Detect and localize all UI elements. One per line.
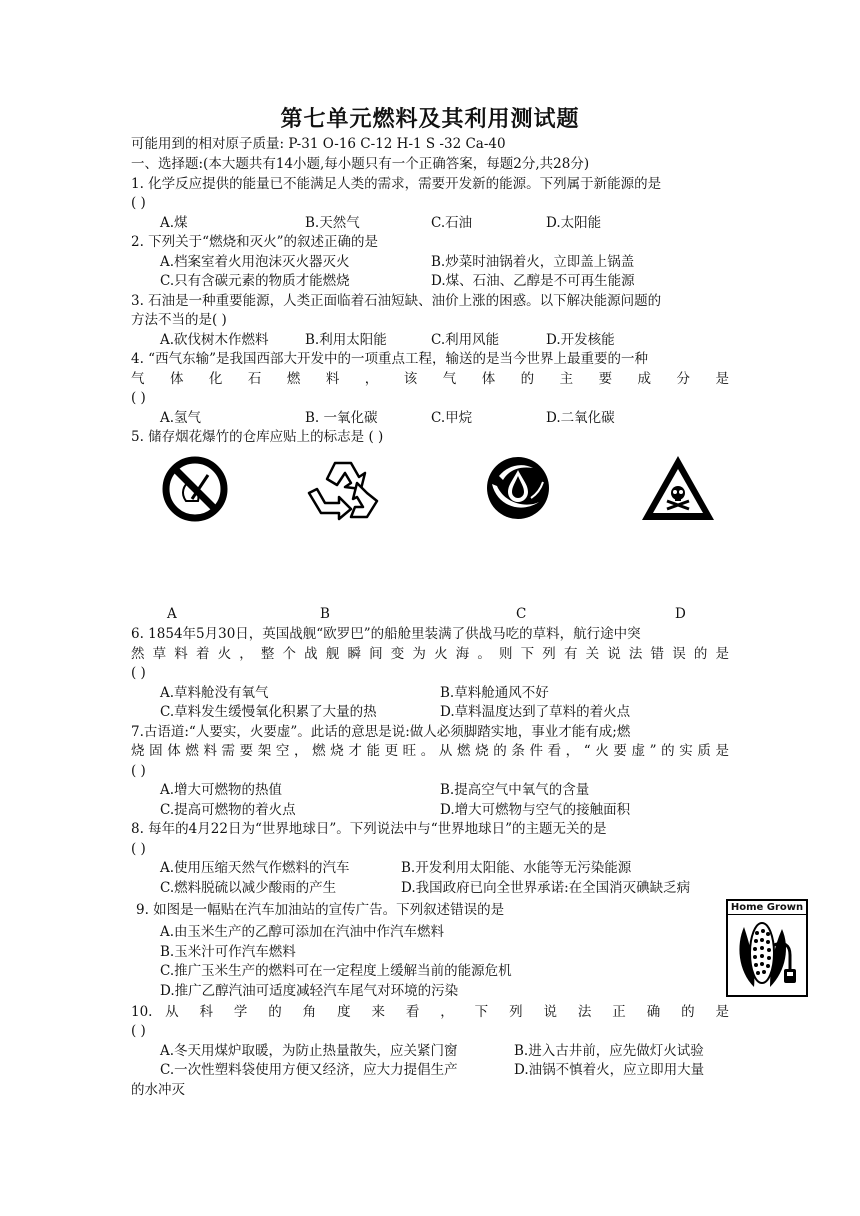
q7-paren: ( ) [131, 763, 146, 779]
q10-option-b: B.进入古井前，应先做灯火试验 [514, 1043, 704, 1059]
q4-option-b: B. 一氧化碳 [305, 410, 378, 426]
q7-stem-line2: 烧固体燃料需要架空，燃烧才能更旺。从燃烧的条件看，“火要虚”的实质是 [131, 743, 729, 759]
poster-caption: Home Grown [728, 902, 806, 915]
q8-stem: 8. 每年的4月22日为“世界地球日”。下列说法中与“世界地球日”的主题无关的是 [131, 821, 607, 837]
q1-paren: ( ) [131, 195, 146, 211]
q1-option-c: C.石油 [431, 215, 473, 231]
q8-option-a: A.使用压缩天然气作燃料的汽车 [160, 860, 350, 876]
q10-paren: ( ) [131, 1023, 146, 1039]
q1-stem: 1. 化学反应提供的能量已不能满足人类的需求，需要开发新的能源。下列属于新能源的是 [131, 176, 662, 192]
q4-stem: 4. “西气东输”是我国西部大开发中的一项重点工程，输送的是当今世界上最重要的一种 [131, 351, 648, 367]
q5-label-a: A [167, 606, 177, 622]
q10-option-a: A.冬天用煤炉取暖，为防止热量散失，应关紧门窗 [160, 1043, 458, 1059]
q6-option-d: D.草料温度达到了草料的着火点 [440, 704, 631, 720]
q4-option-d: D.二氧化碳 [546, 410, 615, 426]
q5-stem: 5. 储存烟花爆竹的仓库应贴上的标志是 ( ) [131, 429, 384, 445]
q2-option-c: C.只有含碳元素的物质才能燃烧 [160, 273, 350, 289]
q9-option-a: A.由玉米生产的乙醇可添加在汽油中作汽车燃料 [160, 924, 445, 940]
q3-option-b: B.利用太阳能 [305, 332, 387, 348]
q6-stem: 6. 1854年5月30日，英国战舰“欧罗巴”的船舱里装满了供战马吃的草料，航行途中突 [131, 626, 641, 642]
q6-option-b: B.草料舱通风不好 [440, 685, 549, 701]
water-saving-sign-icon [483, 454, 553, 522]
corn-pump-icon [728, 915, 806, 995]
q2-option-b: B.炒菜时油锅着火，立即盖上锅盖 [431, 254, 635, 270]
q8-paren: ( ) [131, 841, 146, 857]
q9-option-b: B.玉米汁可作汽车燃料 [160, 944, 296, 960]
q9-stem: 9. 如图是一幅贴在汽车加油站的宣传广告。下列叙述错误的是 [136, 902, 505, 918]
q6-option-a: A.草料舱没有氧气 [160, 685, 269, 701]
q1-option-b: B.天然气 [305, 215, 360, 231]
no-fire-sign-icon [158, 455, 232, 523]
section-header: 一、选择题:(本大题共有14小题,每小题只有一个正确答案，每题2分,共28分) [131, 156, 590, 172]
q7-stem: 7.古语道:“人要实，火要虚”。此话的意思是说:做人必须脚踏实地，事业才能有成;燃 [131, 724, 631, 740]
q4-paren: ( ) [131, 390, 146, 406]
q10-option-d-cont: 的水冲灭 [131, 1082, 185, 1098]
page-title: 第七单元燃料及其利用测试题 [280, 106, 580, 132]
q2-option-d: D.煤、石油、乙醇是不可再生能源 [431, 273, 635, 289]
corn-fuel-poster [726, 899, 808, 997]
q3-option-d: D.开发核能 [546, 332, 615, 348]
q5-label-d: D [675, 606, 686, 622]
q10-option-c: C.一次性塑料袋使用方便又经济，应大力提倡生产 [160, 1062, 458, 1078]
recycle-sign-icon [305, 457, 381, 523]
toxic-sign-icon [640, 453, 716, 523]
q5-label-b: B [320, 606, 330, 622]
q10-option-d: D.油锅不慎着火，应立即用大量 [514, 1062, 705, 1078]
q6-stem-line2: 然 草 料 着 火 ， 整 个 战 舰 瞬 间 变 为 火 海 。 则 下 列 有 关 说 法 错 误 的 是 [131, 646, 729, 662]
q2-option-a: A.档案室着火用泡沫灭火器灭火 [160, 254, 350, 270]
q4-option-a: A.氢气 [160, 410, 202, 426]
q1-option-a: A.煤 [160, 215, 188, 231]
q4-stem-line2: 气 体 化 石 燃 料 ， 该 气 体 的 主 要 成 分 是 [131, 371, 729, 387]
q7-option-b: B.提高空气中氧气的含量 [440, 782, 590, 798]
q1-option-d: D.太阳能 [546, 215, 602, 231]
q9-option-d: D.推广乙醇汽油可适度减轻汽车尾气对环境的污染 [160, 983, 459, 999]
q2-stem: 2. 下列关于“燃烧和灭火”的叙述正确的是 [131, 234, 378, 250]
q9-option-c: C.推广玉米生产的燃料可在一定程度上缓解当前的能源危机 [160, 963, 512, 979]
q6-option-c: C.草料发生缓慢氧化积累了大量的热 [160, 704, 377, 720]
q7-option-d: D.增大可燃物与空气的接触面积 [440, 802, 631, 818]
q8-option-c: C.燃料脱硫以减少酸雨的产生 [160, 880, 337, 896]
q5-label-c: C [516, 606, 527, 622]
q10-stem: 10. 从 科 学 的 角 度 来 看 ， 下 列 说 法 正 确 的 是 [131, 1004, 729, 1020]
q8-option-b: B.开发利用太阳能、水能等无污染能源 [401, 860, 632, 876]
q3-stem: 3. 石油是一种重要能源，人类正面临着石油短缺、油价上涨的困惑。以下解决能源问题的 [131, 293, 662, 309]
q3-option-c: C.利用风能 [431, 332, 500, 348]
q7-option-c: C.提高可燃物的着火点 [160, 802, 296, 818]
q3-stem-line2: 方法不当的是( ) [131, 312, 227, 328]
q7-option-a: A.增大可燃物的热值 [160, 782, 283, 798]
atomic-masses: 可能用到的相对原子质量: P-31 O-16 C-12 H-1 S -32 Ca-40 [131, 136, 506, 152]
q6-paren: ( ) [131, 665, 146, 681]
q3-option-a: A.砍伐树木作燃料 [160, 332, 269, 348]
q8-option-d: D.我国政府已向全世界承诺:在全国消灭碘缺乏病 [401, 880, 691, 896]
q4-option-c: C.甲烷 [431, 410, 473, 426]
